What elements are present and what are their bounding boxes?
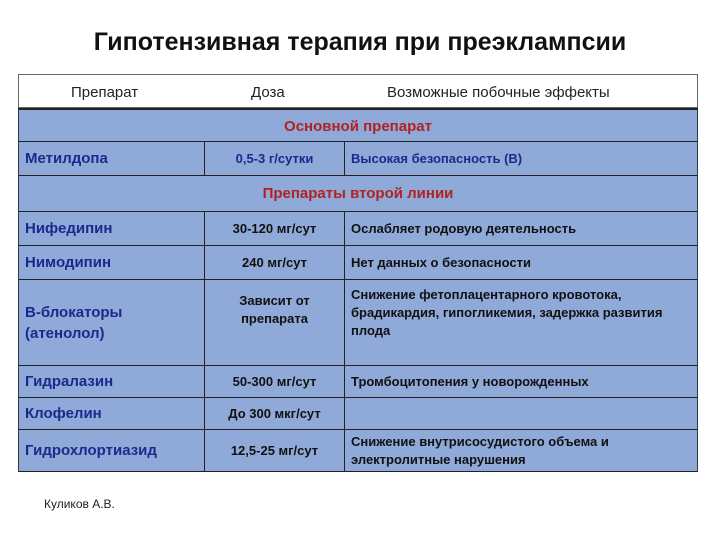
- table-header: [18, 74, 698, 108]
- drug-cell: Гидралазин: [19, 366, 205, 397]
- drug-cell: Нифедипин: [19, 212, 205, 245]
- table-row: [18, 212, 698, 246]
- dose-cell: 12,5-25 мг/сут: [205, 430, 345, 471]
- effects-cell: Тромбоцитопения у новорожденных: [351, 373, 589, 389]
- table-row: [18, 366, 698, 398]
- table-row: [18, 246, 698, 280]
- table-row: [18, 142, 698, 176]
- dose-cell: 30-120 мг/сут: [205, 212, 345, 245]
- effects-cell: [345, 398, 697, 429]
- effects-cell: Снижение внутрисосудистого объема и электролитные нарушения: [351, 433, 609, 467]
- header-drug: Препарат: [71, 84, 139, 101]
- header-dose: Доза: [251, 84, 285, 101]
- drug-cell: В-блокаторы (атенолол): [19, 280, 205, 365]
- section-main: Основной препарат: [18, 108, 698, 142]
- drug-cell: Нимодипин: [19, 246, 205, 279]
- therapy-table: [18, 74, 698, 470]
- drug-cell: Метилдопа: [19, 142, 205, 175]
- effects-cell: Снижение фетоплацентарного кровотока, брадикардия, гипогликемия, задержка развития плода: [351, 287, 663, 338]
- effects-cell: Высокая безопасность (В): [351, 150, 523, 166]
- dose-cell: 240 мг/сут: [205, 246, 345, 279]
- table-row: [18, 398, 698, 430]
- dose-cell: 50-300 мг/сут: [205, 366, 345, 397]
- author-credit: Куликов А.В.: [44, 497, 115, 511]
- effects-cell: Ослабляет родовую деятельность: [351, 220, 577, 236]
- dose-cell: До 300 мкг/сут: [205, 398, 345, 429]
- dose-cell: Зависит от препарата: [205, 280, 345, 365]
- dose-cell: 0,5-3 г/сутки: [205, 142, 345, 175]
- table-row: [18, 430, 698, 472]
- page-title: Гипотензивная терапия при преэклампсии: [93, 28, 627, 56]
- header-effects: Возможные побочные эффекты: [387, 84, 610, 101]
- table-row: [18, 280, 698, 366]
- drug-cell: Гидрохлортиазид: [19, 430, 205, 471]
- section-second: Препараты второй линии: [18, 176, 698, 212]
- effects-cell: Нет данных о безопасности: [351, 254, 531, 270]
- drug-cell: Клофелин: [19, 398, 205, 429]
